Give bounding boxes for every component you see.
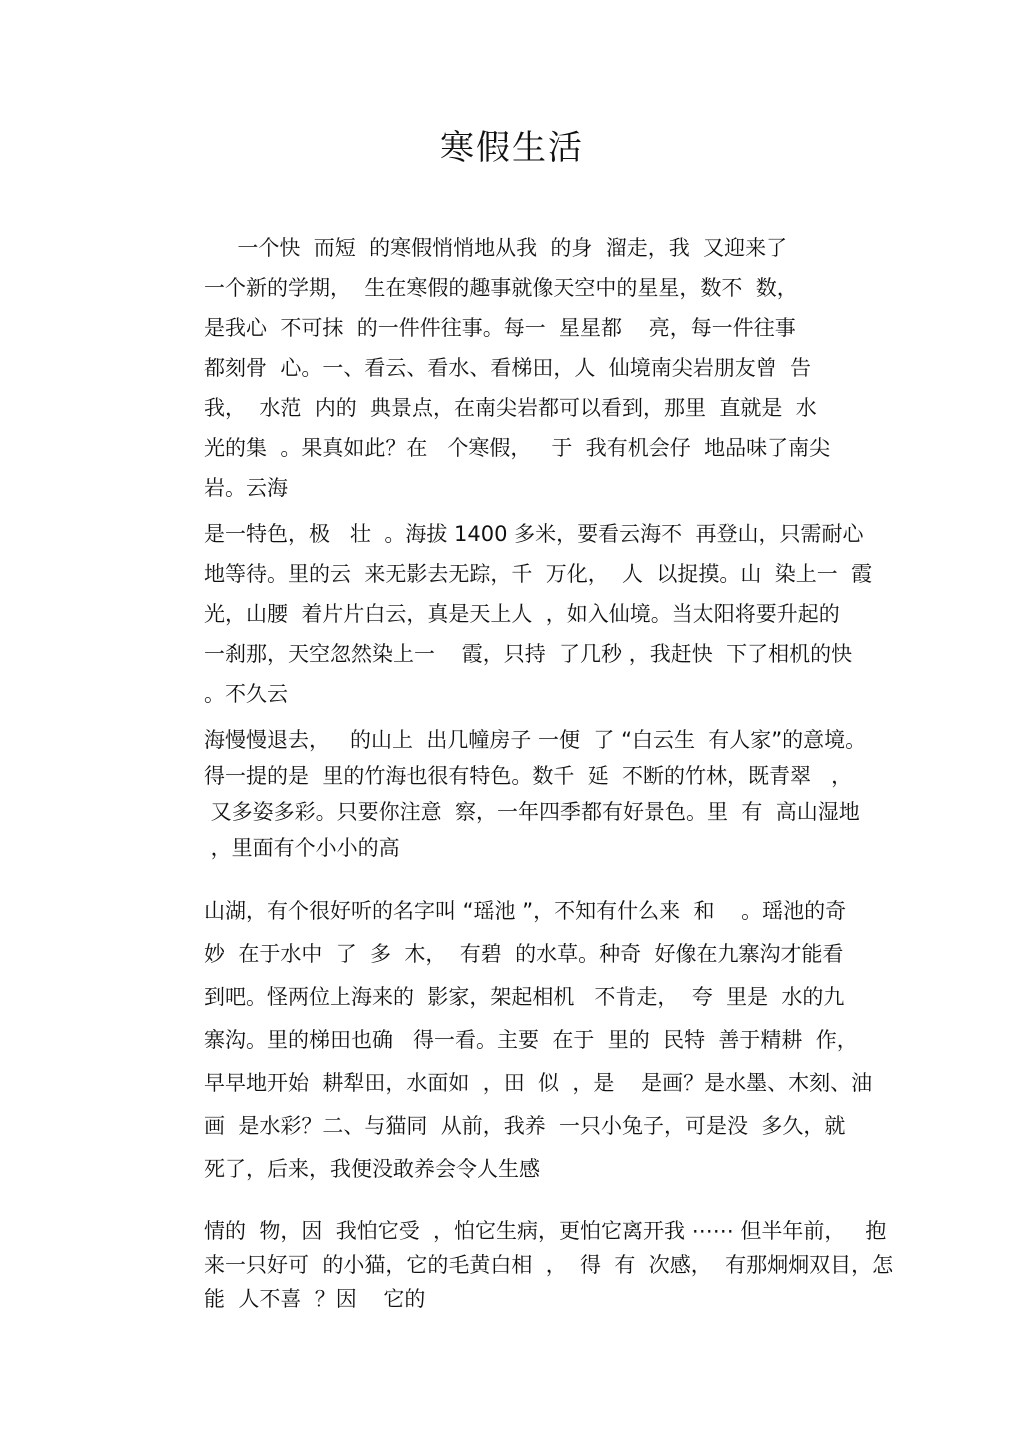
text-line: 我， 水范 内的 典景点，在南尖岩都可以看到，那里 直就是 水 xyxy=(204,396,817,420)
text-line: 是一特色，极 壮 。海拔 1400 多米，要看云海不 再登山，只需耐心 xyxy=(204,522,864,546)
text-line: ，里面有个小小的高 xyxy=(204,836,400,860)
document-title: 寒假生活 xyxy=(440,128,584,168)
text-line: 能 人不喜 ？因 它的 xyxy=(204,1287,426,1311)
text-line: 山湖，有个很好听的名字叫 “瑶池 ”，不知有什么来 和 。瑶池的奇 xyxy=(204,899,847,923)
text-line: 地等待。里的云 来无影去无踪，千 万化， 人 以捉摸。山 染上一 霞 xyxy=(204,562,873,586)
text-line: 光的集 。果真如此？在 个寒假， 于 我有机会仔 地品味了南尖 xyxy=(204,436,831,460)
text-line: 。不久云 xyxy=(204,682,288,706)
text-line: 妙 在于水中 了 多 木， 有碧 的水草。种奇 好像在九寨沟才能看 xyxy=(204,942,844,966)
text-line: 是我心 不可抹 的一件件往事。每一 星星都 亮，每一件往事 xyxy=(204,316,796,340)
text-line: 寨沟。里的梯田也确 得一看。主要 在于 里的 民特 善于精耕 作， xyxy=(204,1028,858,1052)
paragraph-1 xyxy=(204,228,884,508)
text-line: 都刻骨 心。一、看云、看水、看梯田，人 仙境南尖岩朋友曾 告 xyxy=(204,356,812,380)
text-line: 到吧。怪两位上海来的 影家，架起相机 不肯走， 夸 里是 水的九 xyxy=(204,985,845,1009)
text-line: 一个快 而短 的寒假悄悄地从我 的身 溜走，我 又迎来了 xyxy=(204,236,788,260)
paragraph-5 xyxy=(204,1214,894,1316)
text-line: 早早地开始 耕犁田，水面如 ，田 似 ，是 是画？是水墨、木刻、油 xyxy=(204,1071,873,1095)
text-line: 光，山腰 着片片白云，真是天上人 ，如入仙境。当太阳将要升起的 xyxy=(204,602,840,626)
text-line: 一个新的学期， 生在寒假的趣事就像天空中的星星，数不 数， xyxy=(204,276,798,300)
text-line: 又多姿多彩。只要你注意 察，一年四季都有好景色。里 有 高山湿地 xyxy=(204,800,860,824)
text-line: 海慢慢退去， 的山上 出几幢房子 一便 了 “白云生 有人家”的意境。 xyxy=(204,728,867,752)
paragraph-4 xyxy=(204,890,884,1191)
text-line: 岩。云海 xyxy=(204,476,288,500)
paragraph-2 xyxy=(204,514,884,714)
text-line: 来一只好可 的小猫，它的毛黄白相 ， 得 有 次感， 有那炯炯双目，怎 xyxy=(204,1253,894,1277)
text-line: 情的 物，因 我怕它受 ，怕它生病，更怕它离开我 ⋯⋯ 但半年前， 抱 xyxy=(204,1219,887,1243)
text-line: 死了，后来，我便没敢养会令人生感 xyxy=(204,1157,540,1181)
paragraph-3 xyxy=(204,722,884,866)
text-line: 一刹那，天空忽然染上一 霞，只持 了几秒 ，我赶快 下了相机的快 xyxy=(204,642,853,666)
text-line: 画 是水彩？二、与猫同 从前，我养 一只小兔子，可是没 多久，就 xyxy=(204,1114,846,1138)
text-line: 得一提的是 里的竹海也很有特色。数千 延 不断的竹林，既青翠 ， xyxy=(204,764,853,788)
